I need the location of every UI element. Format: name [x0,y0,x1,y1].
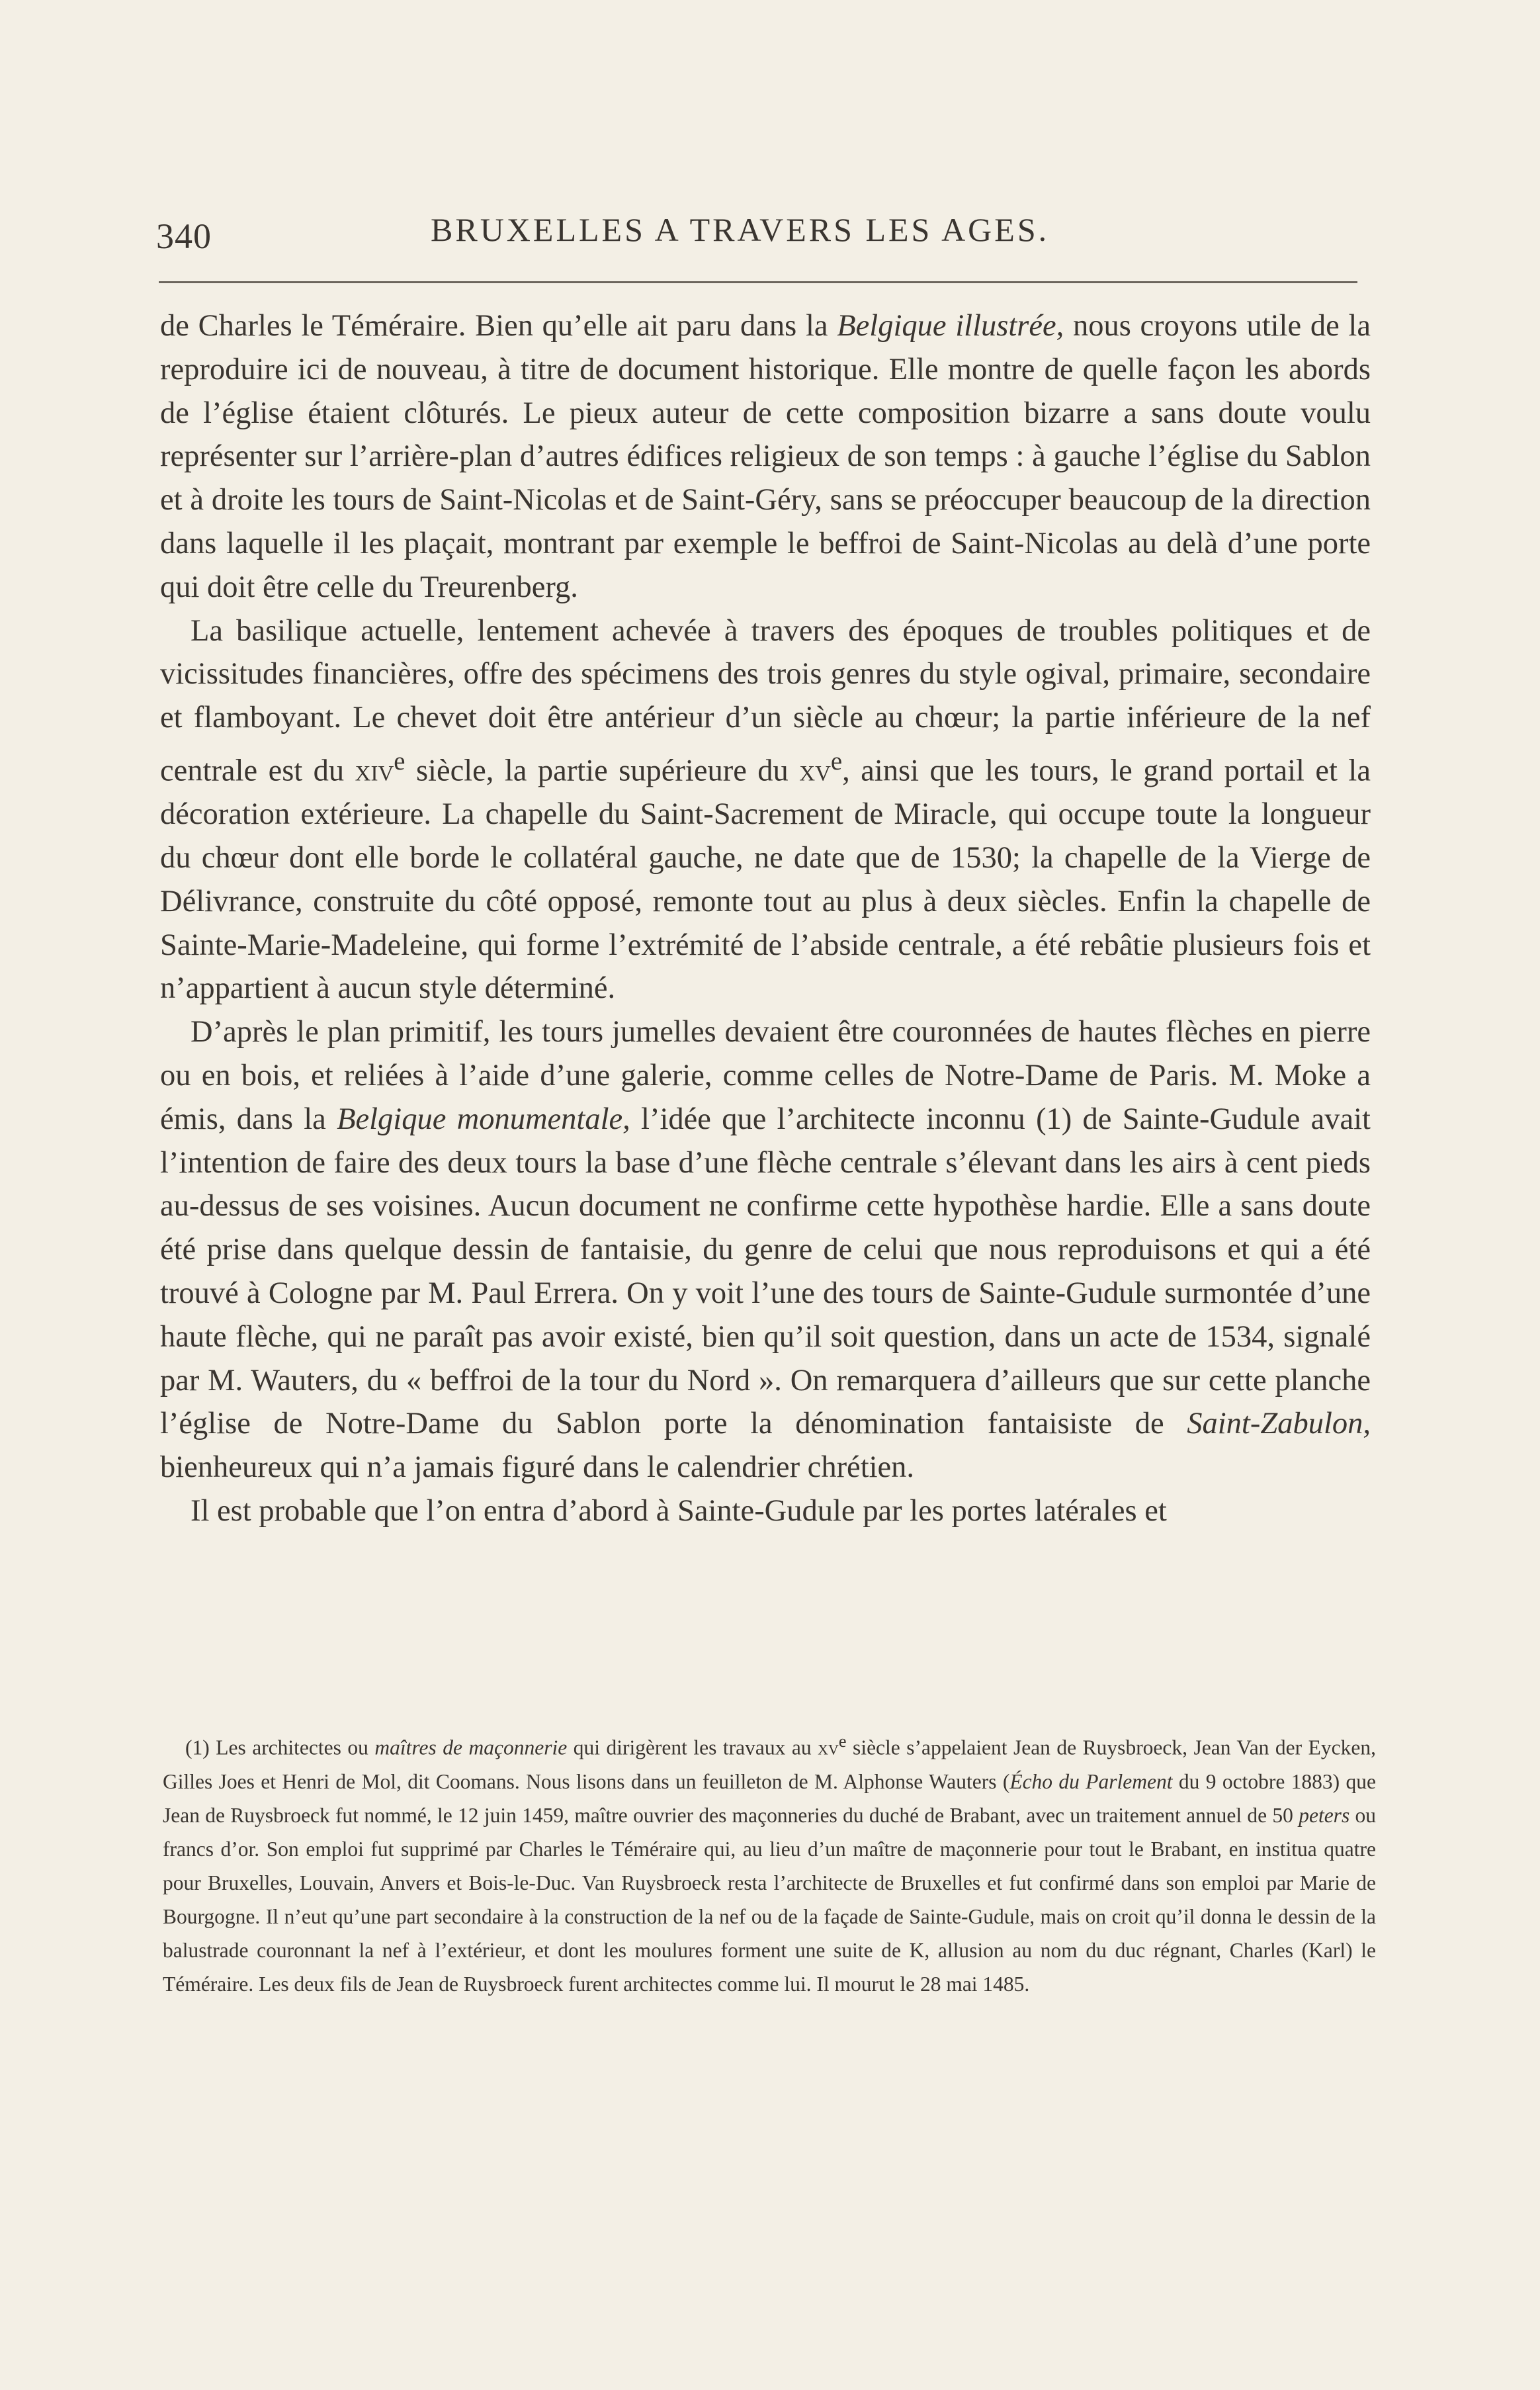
footnote-1: (1) Les architectes ou maîtres de maçonnerie qui dirigèrent les travaux au $xv^e$ siècle s’appelaient Jean de Ruysbroeck, Jean Van der Eycken, Gilles Joes et Henri de Mol, dit Coomans. Nous lisons dans un feuilleton de M. Alphonse Wauters (Écho du Parlement du 9 octobre 1883) que Jean de Ruysbroeck fut nommé, le 12 juin 1459, maître ouvrier des maçonneries du duché de Brabant, avec un traitement annuel de 50 peters ou francs d’or. Son emploi fut supprimé par Charles le Téméraire qui, au lieu d’un maître de maçonnerie pour tout le Brabant, en institua quatre pour Bruxelles, Louvain, Anvers et Bois-le-Duc. Van Ruysbroeck resta l’architecte de Bruxelles et fut confirmé dans son emploi par Marie de Bourgogne. Il n’eut qu’une part secondaire à la construction de la nef ou de la façade de Sainte-Gudule, mais on croit qu’il donna le dessin de la balustrade couronnant la nef à l’extérieur, et dont les moulures forment une suite de K, allusion au nom du duc régnant, Charles (Karl) le Téméraire. Les deux fils de Jean de Ruysbroeck furent architectes comme lui. Il mourut le 28 mai 1485. [163,1732,1377,1996]
running-title: BRUXELLES A TRAVERS LES AGES. [431,211,1050,248]
main-text [160,304,1371,1533]
running-head [156,210,1360,263]
paragraph-2: La basilique actuelle, lentement achevée à travers des époques de troubles politiques et de vicissitudes financières, offre des spécimens des trois genres du style ogival, primaire, secondaire et flamboyant. Le chevet doit être antérieur d’un siècle au chœur; la partie inférieure de la nef centrale est du xiv$^e$ siècle, la partie supérieure du $xv^e$, ainsi que les tours, le grand portail et la décoration extérieure. La chapelle du Saint-Sacrement de Miracle, qui occupe toute la longueur du chœur dont elle borde le collatéral gauche, ne date que de 1530; la chapelle de la Vierge de Délivrance, construite du côté opposé, remonte tout au plus à deux siècles. Enfin la chapelle de Sainte-Marie-Madeleine, qui forme l’extrémité de l’abside centrale, a été rebâtie plusieurs fois et n’appartient à aucun style déterminé. [160,613,1371,1006]
page-number: 340 [156,216,212,256]
paragraph-1: de Charles le Téméraire. Bien qu’elle ait paru dans la Belgique illustrée, nous croyons utile de la reproduire ici de nouveau, à titre de document historique. Elle montre de quelle façon les abords de l’église étaient clôturés. Le pieux auteur de cette composition bizarre a sans doute voulu représenter sur l’arrière-plan d’autres édifices religieux de son temps : à gauche l’église du Sablon et à droite les tours de Saint-Nicolas et de Saint-Géry, sans se préoccuper beaucoup de la direction dans laquelle il les plaçait, montrant par exemple le beffroi de Saint-Nicolas au delà d’une porte qui doit être celle du Treurenberg. [160,309,1371,604]
paragraph-4: Il est probable que l’on entra d’abord à Sainte-Gudule par les portes latérales et [191,1494,1167,1528]
header-rule [159,281,1357,283]
footnote [163,1724,1376,2001]
paragraph-3: D’après le plan primitif, les tours jumelles devaient être couronnées de hautes flèches en pierre ou en bois, et reliées à l’aide d’une galerie, comme celles de Notre-Dame de Paris. M. Moke a émis, dans la Belgique monumentale, l’idée que l’architecte inconnu (1) de Sainte-Gudule avait l’intention de faire des deux tours la base d’une flèche centrale s’élevant dans les airs à cent pieds au-dessus de ses voisines. Aucun document ne confirme cette hypothèse hardie. Elle a sans doute été prise dans quelque dessin de fantaisie, du genre de celui que nous reproduisons et qui a été trouvé à Cologne par M. Paul Errera. On y voit l’une des tours de Sainte-Gudule surmontée d’une haute flèche, qui ne paraît pas avoir existé, bien qu’il soit question, dans un acte de 1534, signalé par M. Wauters, du « beffroi de la tour du Nord ». On remarquera d’ailleurs que sur cette planche l’église de Notre-Dame du Sablon porte la dénomination fantaisiste de Saint-Zabulon, bienheureux qui n’a jamais figuré dans le calendrier chrétien. [160,1015,1371,1485]
